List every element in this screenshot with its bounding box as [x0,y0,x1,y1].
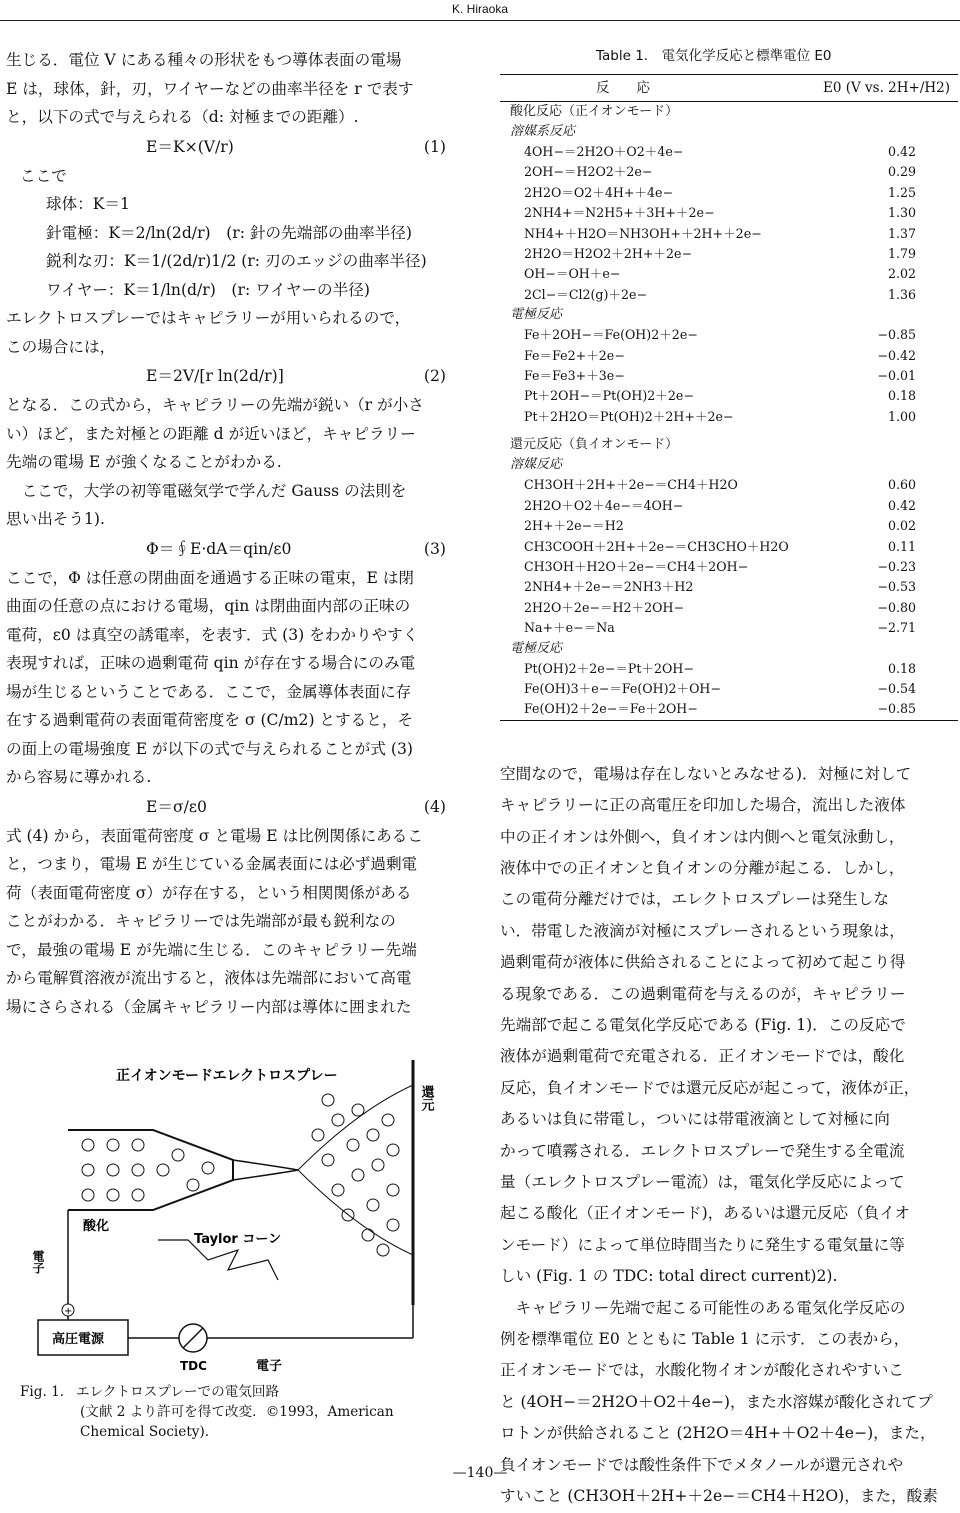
reaction-cell: CH3OH＋2H+＋2e−＝CH4＋H2O [524,477,738,493]
ion-marker [322,1094,334,1106]
para3-line: 電荷，ε0 は真空の誘電率，を表す．式 (3) をわかりやすく [6,625,419,644]
ion-marker [82,1139,94,1151]
reaction-cell: 2H2O＋2e−＝H2＋2OH− [524,599,684,615]
table-body [500,102,958,720]
potential-cell: 0.18 [887,660,916,676]
equation-2-number: (2) [423,367,446,385]
equation-1-text: E＝K×(V/r) [146,137,234,156]
equation-1-number: (1) [423,137,446,156]
right-body-line: 中の正イオンは外側へ，負イオンは内側へと電気泳動し， [500,827,905,846]
reaction-cell: 2NH4+＝N2H5+＋3H+＋2e− [524,205,715,221]
para3-line: 場が生じるということである．ここで，金属導体表面に存 [6,682,412,701]
para3-line: の面上の電場強度 E が以下の式で与えられることが式 (3) [6,739,413,758]
right-body-line: 正イオンモードでは，水酸化物イオンが酸化されやすいこ [500,1361,904,1380]
equation-4-number: (4) [423,797,446,816]
potential-cell: 2.02 [887,266,916,282]
ion-marker [367,1129,379,1141]
right-body-line: 起こる酸化（正イオンモード)，あるいは還元反応（負イオ [500,1204,910,1223]
table-row [500,516,958,536]
reaction-cell: Na+＋e−＝Na [524,620,615,636]
after-cases-paragraph [6,304,466,361]
right-body-line: 過剰電荷が液体に供給されることによって初めて起こり得 [500,953,906,972]
shape-cases-list [6,190,466,304]
table-row [500,699,958,719]
equation-3 [6,534,466,564]
right-body-line: 空間なので，電場は存在しないとみなせる)．対極に対して [500,764,912,783]
para2-line: ここで，大学の初等電磁気学で学んだ Gauss の法則を [6,481,407,500]
figure-caption [20,1382,460,1442]
potential-cell: −0.01 [877,368,916,384]
para4-line: で，最強の電場 E が先端に生じる．このキャピラリー先端 [6,940,417,959]
ion-marker [322,1154,334,1166]
tdc-label: TDC [180,1359,207,1373]
reaction-cell: OH−＝OH＋e− [524,266,621,282]
para3-line: 表現すれば，正味の過剰電荷 qin が存在する場合にのみ電 [6,654,416,672]
ion-marker [362,1229,374,1241]
oxidation-label: 酸化 [83,1219,110,1234]
reaction-cell: Fe＝Fe3+＋3e− [524,368,625,384]
figure-1 [28,1040,448,1390]
para4-line: から電解質溶液が流出すると，液体は先端部において高電 [6,969,412,987]
ion-marker [377,1244,389,1256]
potential-cell: 0.60 [887,477,916,493]
intro-paragraph [6,46,466,132]
right-body-line: しい (Fig. 1 の TDC: total direct current)2). [500,1267,838,1286]
right-body-line: キャピラリーに正の高電圧を印加した場合，流出した液体 [500,796,906,815]
potential-cell: 1.30 [887,205,916,221]
reaction-cell: Fe＋2OH−＝Fe(OH)2＋2e− [524,327,698,343]
table-row [500,537,958,557]
potential-cell: −0.85 [877,327,916,343]
electron-label-bottom: 電子 [256,1359,283,1374]
ion-marker [157,1164,169,1176]
reaction-cell: Fe(OH)2＋2e−＝Fe＋2OH− [524,701,698,717]
potential-cell: 1.00 [887,408,916,424]
reaction-cell: 2OH−＝H2O2＋2e− [524,164,653,180]
right-body-line: 負イオンモードでは酸性条件下でメタノールが還元されや [500,1455,904,1474]
table-header-row [500,75,958,102]
right-body-line: ンモード）によって単位時間当たりに発生する電気量に等 [500,1235,905,1254]
reaction-cell: 2H2O＝H2O2＋2H+＋2e− [524,246,693,262]
ion-marker [382,1114,394,1126]
right-body-line: 液体が過剰電荷で充電される．正イオンモードでは，酸化 [500,1047,905,1066]
table-row [500,142,958,162]
equation-4 [6,792,466,822]
case-line: 球体：K＝1 [46,195,130,213]
after-cases-line: この場合には， [6,337,116,356]
table-row [500,325,958,345]
table-row [500,162,958,182]
electron-label-left: 電子 [31,1250,45,1274]
case-line: 鋭利な刃：K＝1/(2d/r)1/2 (r: 刃のエッジの曲率半径) [46,252,427,270]
table-row [500,244,958,264]
ion-marker [387,1144,399,1156]
equation-2-text: E＝2V/[r ln(2d/r)] [146,367,284,385]
right-body-line: あるいは負に帯電し，ついには帯電液滴として対極に向 [500,1110,890,1129]
table-subsection-title: 溶媒反応 [510,457,563,473]
left-column [6,46,466,1021]
koko-line: ここで [20,166,67,185]
para3-line: 在する過剰電荷の表面電荷密度を σ (C/m2) とすると，そ [6,711,414,729]
table-section-title: 酸化反応（正イオンモード） [510,104,679,119]
potential-cell: −0.42 [877,347,916,363]
ion-marker [312,1129,324,1141]
right-body-line: い．帯電した液滴が対極にスプレーされるという現象は， [500,921,905,940]
ion-marker [332,1184,344,1196]
potential-cell: −0.23 [877,558,916,574]
reaction-cell: NH4+＋H2O＝NH3OH+＋2H+＋2e− [524,225,762,241]
right-body-line: と (4OH−＝2H2O＋O2＋4e−)，また水溶媒が酸化されてプ [500,1392,933,1411]
intro-line: 生じる．電位 V にある種々の形状をもつ導体表面の電場 [6,51,402,69]
table-row [500,557,958,577]
right-body-line: る現象である．この過剰電荷を与えるのが，キャピラリー [500,984,906,1003]
right-body-line: 反応，負イオンモードでは還元反応が起こって，液体が正， [500,1078,920,1097]
case-line: 針電極：K＝2/ln(2d/r) (r: 針の先端部の曲率半径) [46,223,412,242]
table-row [500,183,958,203]
table-row [500,475,958,495]
para3-line: ここで，Φ は任意の閉曲面を通過する正味の電束，E は閉 [6,568,415,587]
equation-3-number: (3) [423,539,446,558]
ion-marker [347,1139,359,1151]
table-row [500,577,958,597]
reaction-cell: 2H+＋2e−＝H2 [524,518,624,534]
potential-cell: 0.42 [887,144,916,159]
para2-line: い）ほど，また対極との距離 d が近いほど，キャピラリー [6,424,416,443]
after-cases-line: エレクトロスプレーではキャピラリーが用いられるので， [6,309,411,327]
table-row [500,598,958,618]
ion-marker [367,1199,379,1211]
ion-marker [332,1114,344,1126]
ion-marker [82,1164,94,1176]
right-body-line: 量（エレクトロスプレー電流）は，電気化学反応によって [500,1173,905,1192]
ion-marker [352,1169,364,1181]
table-row [500,679,958,699]
header-author: K. Hiraoka [451,2,509,16]
potential-cell: 0.11 [887,538,916,554]
taylor-label: Taylor コーン [194,1232,282,1247]
right-body-line: 液体中での正イオンと負イオンの分離が起こる．しかし， [500,858,905,877]
figure-title: 正イオンモードエレクトロスプレー [116,1068,338,1084]
potential-cell: −0.85 [877,701,916,717]
paragraph-2 [6,391,466,534]
table-row [500,618,958,638]
potential-cell: 0.02 [887,518,916,534]
table-row [500,407,958,427]
caption-line-1: エレクトロスプレーでの電気回路 [76,1384,280,1400]
para4-line: 荷（表面電荷密度 σ）が存在する，という相関関係がある [6,883,412,902]
para3-line: 曲面の任意の点における電場，qin は閉曲面内部の正味の [6,597,411,615]
para4-line: 場にさらされる（金属キャピラリー内部は導体に囲まれた [6,997,412,1016]
ion-marker [132,1139,144,1151]
reaction-cell: 2Cl−＝Cl2(g)＋2e− [524,286,647,302]
caption-line-3: Chemical Society). [80,1424,210,1440]
intro-line: E は，球体，針，刃，ワイヤーなどの曲率半径を r で表す [6,79,414,98]
reaction-cell: Pt(OH)2＋2e−＝Pt＋2OH− [524,660,694,676]
potential-cell: −0.54 [877,680,916,696]
potential-cell: 0.29 [887,164,916,180]
ion-marker [187,1179,199,1191]
ion-marker [107,1189,119,1201]
equation-2 [6,361,466,391]
para2-line: 思い出そう1). [6,510,105,528]
taylor-cone [233,1160,298,1180]
paragraph-4 [6,822,466,1022]
potential-cell: −0.53 [877,579,916,595]
table-row [500,346,958,366]
table-header-reaction: 反 応 [596,80,650,96]
table-row [500,386,958,406]
right-column [500,46,958,1513]
table-row [500,224,958,244]
caption-label: Fig. 1. [20,1384,65,1400]
counter-label: 還元 [418,1085,434,1111]
electrospray-circuit-diagram [28,1040,448,1390]
potential-cell: −2.71 [877,620,916,636]
ion-marker [387,1219,399,1231]
table-subsection-title: 電極反応 [510,307,563,323]
para2-line: となる．この式から，キャピラリーの先端が鋭い（r が小さ [6,396,424,414]
para4-line: 式 (4) から，表面電荷密度 σ と電場 E は比例関係にあるこ [6,826,423,845]
right-body-line: 先端部で起こる電気化学反応である (Fig. 1)．この反応で [500,1016,906,1034]
potential-cell: 0.42 [887,497,916,513]
table-row [500,496,958,516]
intro-line: と，以下の式で与えられる（d: 対極までの距離）. [6,108,359,126]
potential-cell: 0.18 [887,388,916,404]
table-row [500,203,958,223]
section-gap [500,427,958,435]
table-subsection-title: 溶媒系反応 [510,124,576,139]
reaction-cell: Fe(OH)3＋e−＝Fe(OH)2＋OH− [524,680,721,696]
para2-line: 先端の電場 E が強くなることがわかる. [6,453,282,471]
table-row [500,285,958,305]
right-body-line: キャピラリー先端で起こる可能性のある電気化学反応の [500,1298,906,1317]
ion-marker [202,1162,214,1174]
right-body-line: かって噴霧される．エレクトロスプレーで発生する全電流 [500,1141,905,1160]
ion-marker [132,1189,144,1201]
table-header-value: E0 (V vs. 2H+/H2) [822,80,950,96]
ion-marker [372,1159,384,1171]
table-section-title: 還元反応（負イオンモード） [510,437,679,453]
page-number: —140— [452,1465,508,1481]
paragraph-3 [6,564,466,792]
table-row [500,366,958,386]
para4-line: ことがわかる．キャピラリーでは先端部が最も鋭利なの [6,912,396,930]
right-body-line: ロトンが供給されること (2H2O＝4H+＋O2＋4e−)，また， [500,1424,936,1443]
ion-marker [387,1184,399,1196]
ion-marker [107,1164,119,1176]
potential-cell: 1.79 [887,246,916,262]
ion-marker [132,1164,144,1176]
para4-line: と，つまり，電場 E が生じている金属表面には必ず過剰電 [6,855,418,873]
reaction-cell: 2H2O＋O2＋4e−＝4OH− [524,497,684,513]
ion-marker [107,1139,119,1151]
right-body-line: すいこと (CH3OH＋2H+＋2e−＝CH4＋H2O)，また，酸素 [500,1487,938,1506]
table-row [500,264,958,284]
right-body-line: 例を標準電位 E0 とともに Table 1 に示す．この表から， [500,1330,910,1349]
power-supply-label: 高圧電源 [52,1332,105,1347]
caption-line-2: (文献 2 より許可を得て改変．©1993，American [80,1404,394,1420]
table-row [500,659,958,679]
equation-4-text: E＝σ/ε0 [146,797,207,816]
reaction-cell: 2NH4+＋2e−＝2NH3＋H2 [524,579,694,595]
equation-3-text: Φ＝∮E·dA＝qin/ε0 [146,539,292,558]
ion-marker [82,1189,94,1201]
equation-1 [6,132,466,162]
reaction-cell: CH3OH＋H2O＋2e−＝CH4＋2OH− [524,558,749,574]
case-line: ワイヤー：K＝1/ln(d/r) (r: ワイヤーの半径) [46,280,370,299]
potential-cell: −0.80 [877,599,916,615]
potential-cell: 1.36 [887,286,916,302]
right-body-line: この電荷分離だけでは，エレクトロスプレーは発生しな [500,890,889,909]
table-subsection-title: 電極反応 [510,640,563,656]
plus-sign: + [64,1306,73,1317]
reaction-cell: 2H2O＝O2＋4H+＋4e− [524,184,674,200]
reaction-cell: Pt＋2OH−＝Pt(OH)2＋2e− [524,388,694,404]
potential-cell: 1.37 [887,225,916,241]
right-body-text [500,759,958,1513]
reaction-table [500,74,958,721]
running-header [0,0,960,21]
reaction-cell: CH3COOH＋2H+＋2e−＝CH3CHO＋H2O [524,538,789,554]
reaction-cell: Pt＋2H2O＝Pt(OH)2＋2H+＋2e− [524,408,734,424]
reaction-cell: Fe＝Fe2+＋2e− [524,347,625,363]
table-caption: Table 1. 電気化学反応と標準電位 E0 [596,48,832,64]
reaction-cell: 4OH−＝2H2O＋O2＋4e− [524,144,684,159]
potential-cell: 1.25 [887,184,916,200]
ion-marker [172,1149,184,1161]
para3-line: から容易に導かれる. [6,768,152,786]
